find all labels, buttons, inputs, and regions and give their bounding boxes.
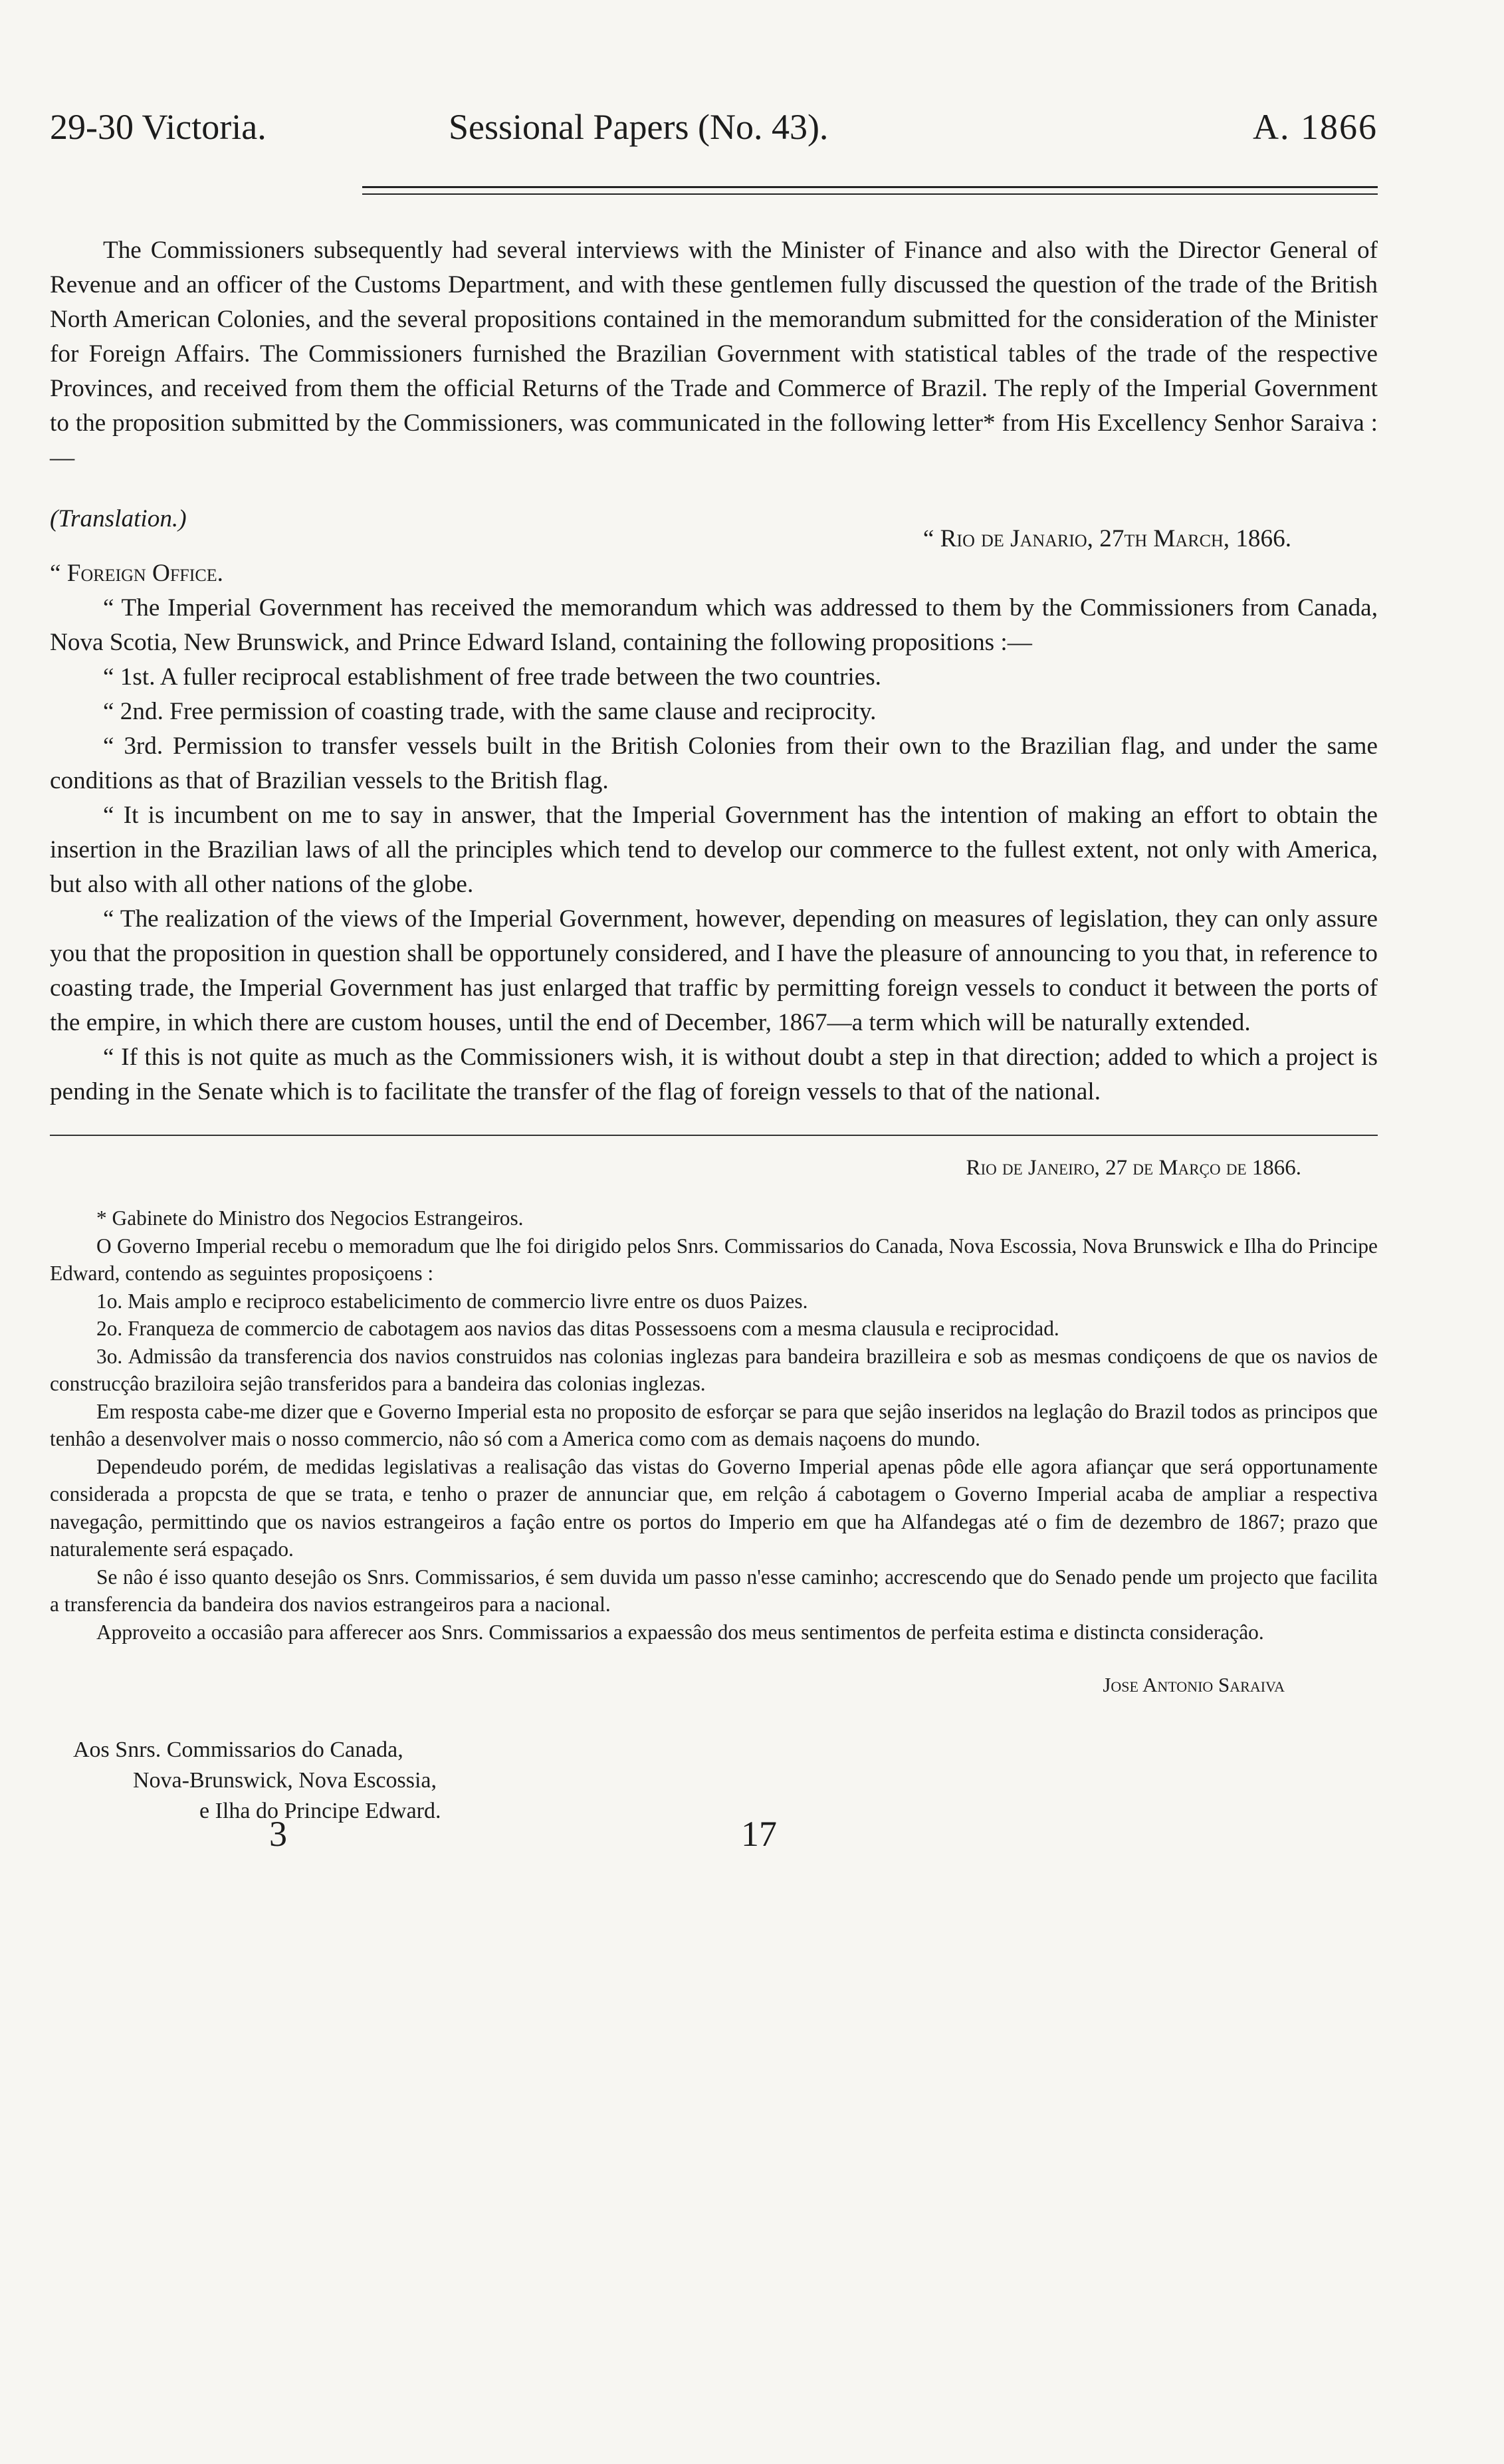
- translation-label: (Translation.): [50, 505, 187, 532]
- footnote-paragraph: Approveito a occasiâo para afferecer aos Snrs. Commissarios a expaessâo dos meus sentimentos de perfeita estima e distincta consideraçâo.: [96, 1620, 1264, 1644]
- page-header: [50, 106, 1378, 160]
- header-title: Sessional Papers (No. 43).: [449, 107, 829, 147]
- address-line: Aos Snrs. Commissarios do Canada,: [73, 1737, 403, 1762]
- letter-date: “ Rio de Janario, 27th March, 1866.: [922, 525, 1291, 552]
- footnote-divider: [50, 1135, 1378, 1136]
- letter-paragraph: “ The Imperial Government has received the memorandum which was addressed to them by the Commissioners from Canada, Nova Scotia, New Brunswick, and Prince Edward Island, containing the following propositions :—: [50, 594, 1378, 656]
- letter-proposition-3: “ 3rd. Permission to transfer vessels built in the British Colonies from their own to the Brazilian flag, and under the same conditions as that of Brazilian vessels to the British flag.: [50, 732, 1378, 794]
- footnote-heading: * Gabinete do Ministro dos Negocios Estrangeiros.: [96, 1206, 524, 1230]
- footnote-paragraph: Se nâo é isso quanto desejâo os Snrs. Commissarios, é sem duvida um passo n'esse caminho; accrescendo que do Senado pende um projecto que facilita a transferencia da bandeira dos navios estrangeiros para a nacional.: [50, 1565, 1378, 1616]
- letter-paragraph: “ The realization of the views of the Imperial Government, however, depending on measures of legislation, they can only assure you that the proposition in question shall be opportunely considered, and I have the pleasure of announcing to you that, in reference to coasting trade, the Imperial Government has just enlarged that traffic by permitting foreign vessels to conduct it between the ports of the empire, in which there are custom houses, until the end of December, 1867—a term which will be naturally extended.: [50, 905, 1378, 1036]
- footnote-paragraph: O Governo Imperial recebu o memoradum que lhe foi dirigido pelos Snrs. Commissarios do Canada, Nova Escossia, Nova Brunswick e Ilha do Principe Edward, contendo as seguintes proposiçoens :: [50, 1234, 1378, 1285]
- letter-proposition-1: “ 1st. A fuller reciprocal establishment of free trade between the two countries.: [103, 663, 881, 691]
- footnote-paragraph: 3o. Admissâo da transferencia dos navios construidos nas colonias inglezas para bandeira brazilleira e sob as mesmas condiçoens de que os navios de construcçâo braziloira sejâo transferidos para a bandeira das colonias inglezas.: [50, 1344, 1378, 1395]
- footnote-date: Rio de Janeiro, 27 de Março de 1866.: [966, 1156, 1301, 1180]
- letter-proposition-2: “ 2nd. Free permission of coasting trade, with the same clause and reciprocity.: [103, 698, 877, 725]
- footnote: [50, 1204, 1378, 1699]
- footnote-paragraph: 1o. Mais amplo e reciproco estabelicimento de commercio livre entre os duos Paizes.: [96, 1289, 808, 1313]
- signature-mark: 3: [269, 1813, 287, 1854]
- address-line: Nova-Brunswick, Nova Escossia,: [133, 1767, 437, 1793]
- footnote-paragraph: Em resposta cabe-me dizer que e Governo Imperial esta no proposito de esforçar se para que sejâo inseridos na leglaçâo do Brazil todos as principos que tenhâo a desenvolver mais o nosso commercio, nâo só com a America como com as demais naçoens do mundo.: [50, 1399, 1378, 1450]
- translation-row: [50, 502, 1378, 556]
- header-rule: [362, 186, 1378, 195]
- intro-paragraph: The Commissioners subsequently had several interviews with the Minister of Finance and also with the Director General of Revenue and an officer of the Customs Department, and with these gentlemen fully discussed the question of the trade of the British North American Colonies, and the several propositions contained in the memorandum submitted for the consideration of the Minister for Foreign Affairs. The Commissioners furnished the Brazilian Government with statistical tables of the trade of the respective Provinces, and received from them the official Returns of the Trade and Commerce of Brazil. The reply of the Imperial Government to the proposition submitted by the Commissioners, was communicated in the following letter* from His Excellency Senhor Saraiva :—: [50, 237, 1378, 471]
- letter-paragraph: “ It is incumbent on me to say in answer, that the Imperial Government has the intention of making an effort to obtain the insertion in the Brazilian laws of all the principles which tend to develop our commerce to the fullest extent, not only with America, but also with all other nations of the globe.: [50, 802, 1378, 898]
- main-text: [50, 233, 1378, 1109]
- page-footer: [50, 1813, 1378, 1860]
- header-year: A. 1866: [1253, 107, 1378, 147]
- footnote-signature: Jose Antonio Saraiva: [1103, 1673, 1285, 1696]
- footnote-paragraph: Dependeudo porém, de medidas legislativas a realisaçâo das vistas do Governo Imperial apenas pôde elle agora afiançar que será opportunamente considerada a propcsta de que se trata, e tenho o prazer de annunciar que, em relçâo á cabotagem o Governo Imperial acaba de ampliar a respectiva navegaçâo, permittindo que os navios estrangeiros a façâo entre os portos do Imperio em que ha Alfandegas até o fim de dezembro de 1867; prazo que naturalemente será espaçado.: [50, 1454, 1378, 1561]
- address-line: e Ilha do Principe Edward.: [199, 1798, 441, 1823]
- letter-paragraph: “ If this is not quite as much as the Commissioners wish, it is without doubt a step in that direction; added to which a project is pending in the Senate which is to facilitate the transfer of the flag of foreign vessels to that of the national.: [50, 1044, 1378, 1105]
- letter-office: “ Foreign Office.: [50, 560, 223, 587]
- footnote-paragraph: 2o. Franqueza de commercio de cabotagem aos navios das ditas Possessoens com a mesma clausula e reciprocidad.: [96, 1317, 1059, 1340]
- page-number: 17: [741, 1813, 777, 1854]
- header-session: 29-30 Victoria.: [50, 107, 267, 147]
